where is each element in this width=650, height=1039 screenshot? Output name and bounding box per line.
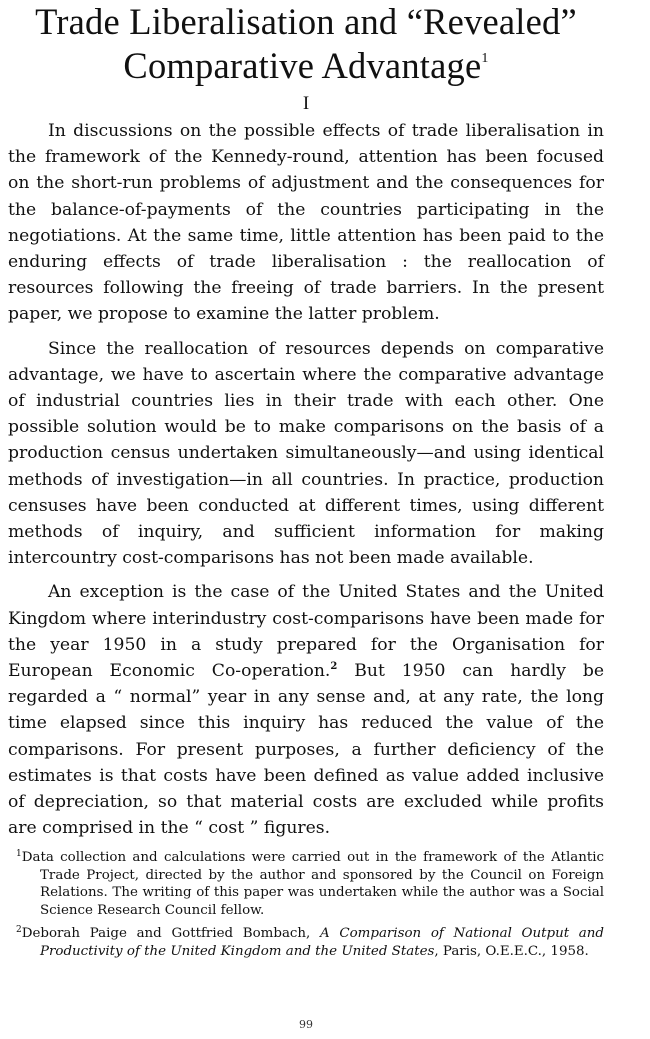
footnote-2-mark: 2 [16,925,22,936]
paragraph-1: In discussions on the possible effects of trade liberalisation in the framework of the Kennedy-round, attention has been focused on the short-run problems of adjustment and the consequences for the balance-of-payments of the countries participating in the negotiations. At the same time, little attention has been paid to the enduring effects of trade liberalisation : the reallocation of resources following the freeing of trade barriers. In the present paper, we propose to examine the latter problem. [8,121,604,325]
paragraph-3-footnote-mark: 2 [330,661,338,673]
footnote-1-text: Data collection and calculations were carried out in the framework of the Atlantic Trade Project, directed by the author and sponsored by the Council on Foreign Relations. The writing of this paper was undertaken while the author was a Social Science Research Council fellow. [21,850,604,918]
footnote-2-authors: Deborah Paige and Gottfried Bombach, [21,926,321,942]
paragraph-3-part-2: But 1950 can hardly be regarded a “ normal” year in any sense and, at any rate, the long time elapsed since this inquiry has reduced the value of the comparisons. For present purposes, a further deficiency of the estimates is that costs have been defined as value added inclusive of depreciation, so that material costs are excluded while profits are comprised in the “ cost ” figures. [8,661,605,839]
footnote-1 [8,849,604,919]
footnote-2 [8,925,604,960]
section-number: I [302,93,310,114]
footnotes [8,849,604,959]
title-line-2 [8,44,604,88]
footnote-1-mark: 1 [16,849,22,860]
article-title [8,0,604,88]
title-line-2-text: Comparative Advantage [123,45,482,86]
page-number: 99 [299,1018,313,1031]
paragraph-3 [8,579,604,841]
paragraph-2: Since the reallocation of resources depends on comparative advantage, we have to ascertain where the comparative advantage of industrial countries lies in their trade with each other. One possible solution would be to make comparisons on the basis of a production census undertaken simultaneously—and using identical methods of investigation—in all countries. In practice, production censuses have been conducted at different times, using different methods of inquiry, and sufficient information for making intercountry cost-comparisons has not been made available. [8,338,604,569]
article-page [8,0,605,1031]
footnote-2-work-title: A Comparison of National Output and Productivity of the United Kingdom and the United States [40,926,604,959]
footnote-2-publisher: , Paris, O.E.E.C., 1958. [434,943,589,959]
paragraph-3-part-1: An exception is the case of the United States and the United Kingdom where interindustry cost-comparisons have been made for the year 1950 in a study prepared for the Organisation for European Economic Co-operation. [8,582,604,682]
title-line-1: Trade Liberalisation and “Revealed” [35,1,577,42]
title-footnote-mark: 1 [481,51,489,66]
